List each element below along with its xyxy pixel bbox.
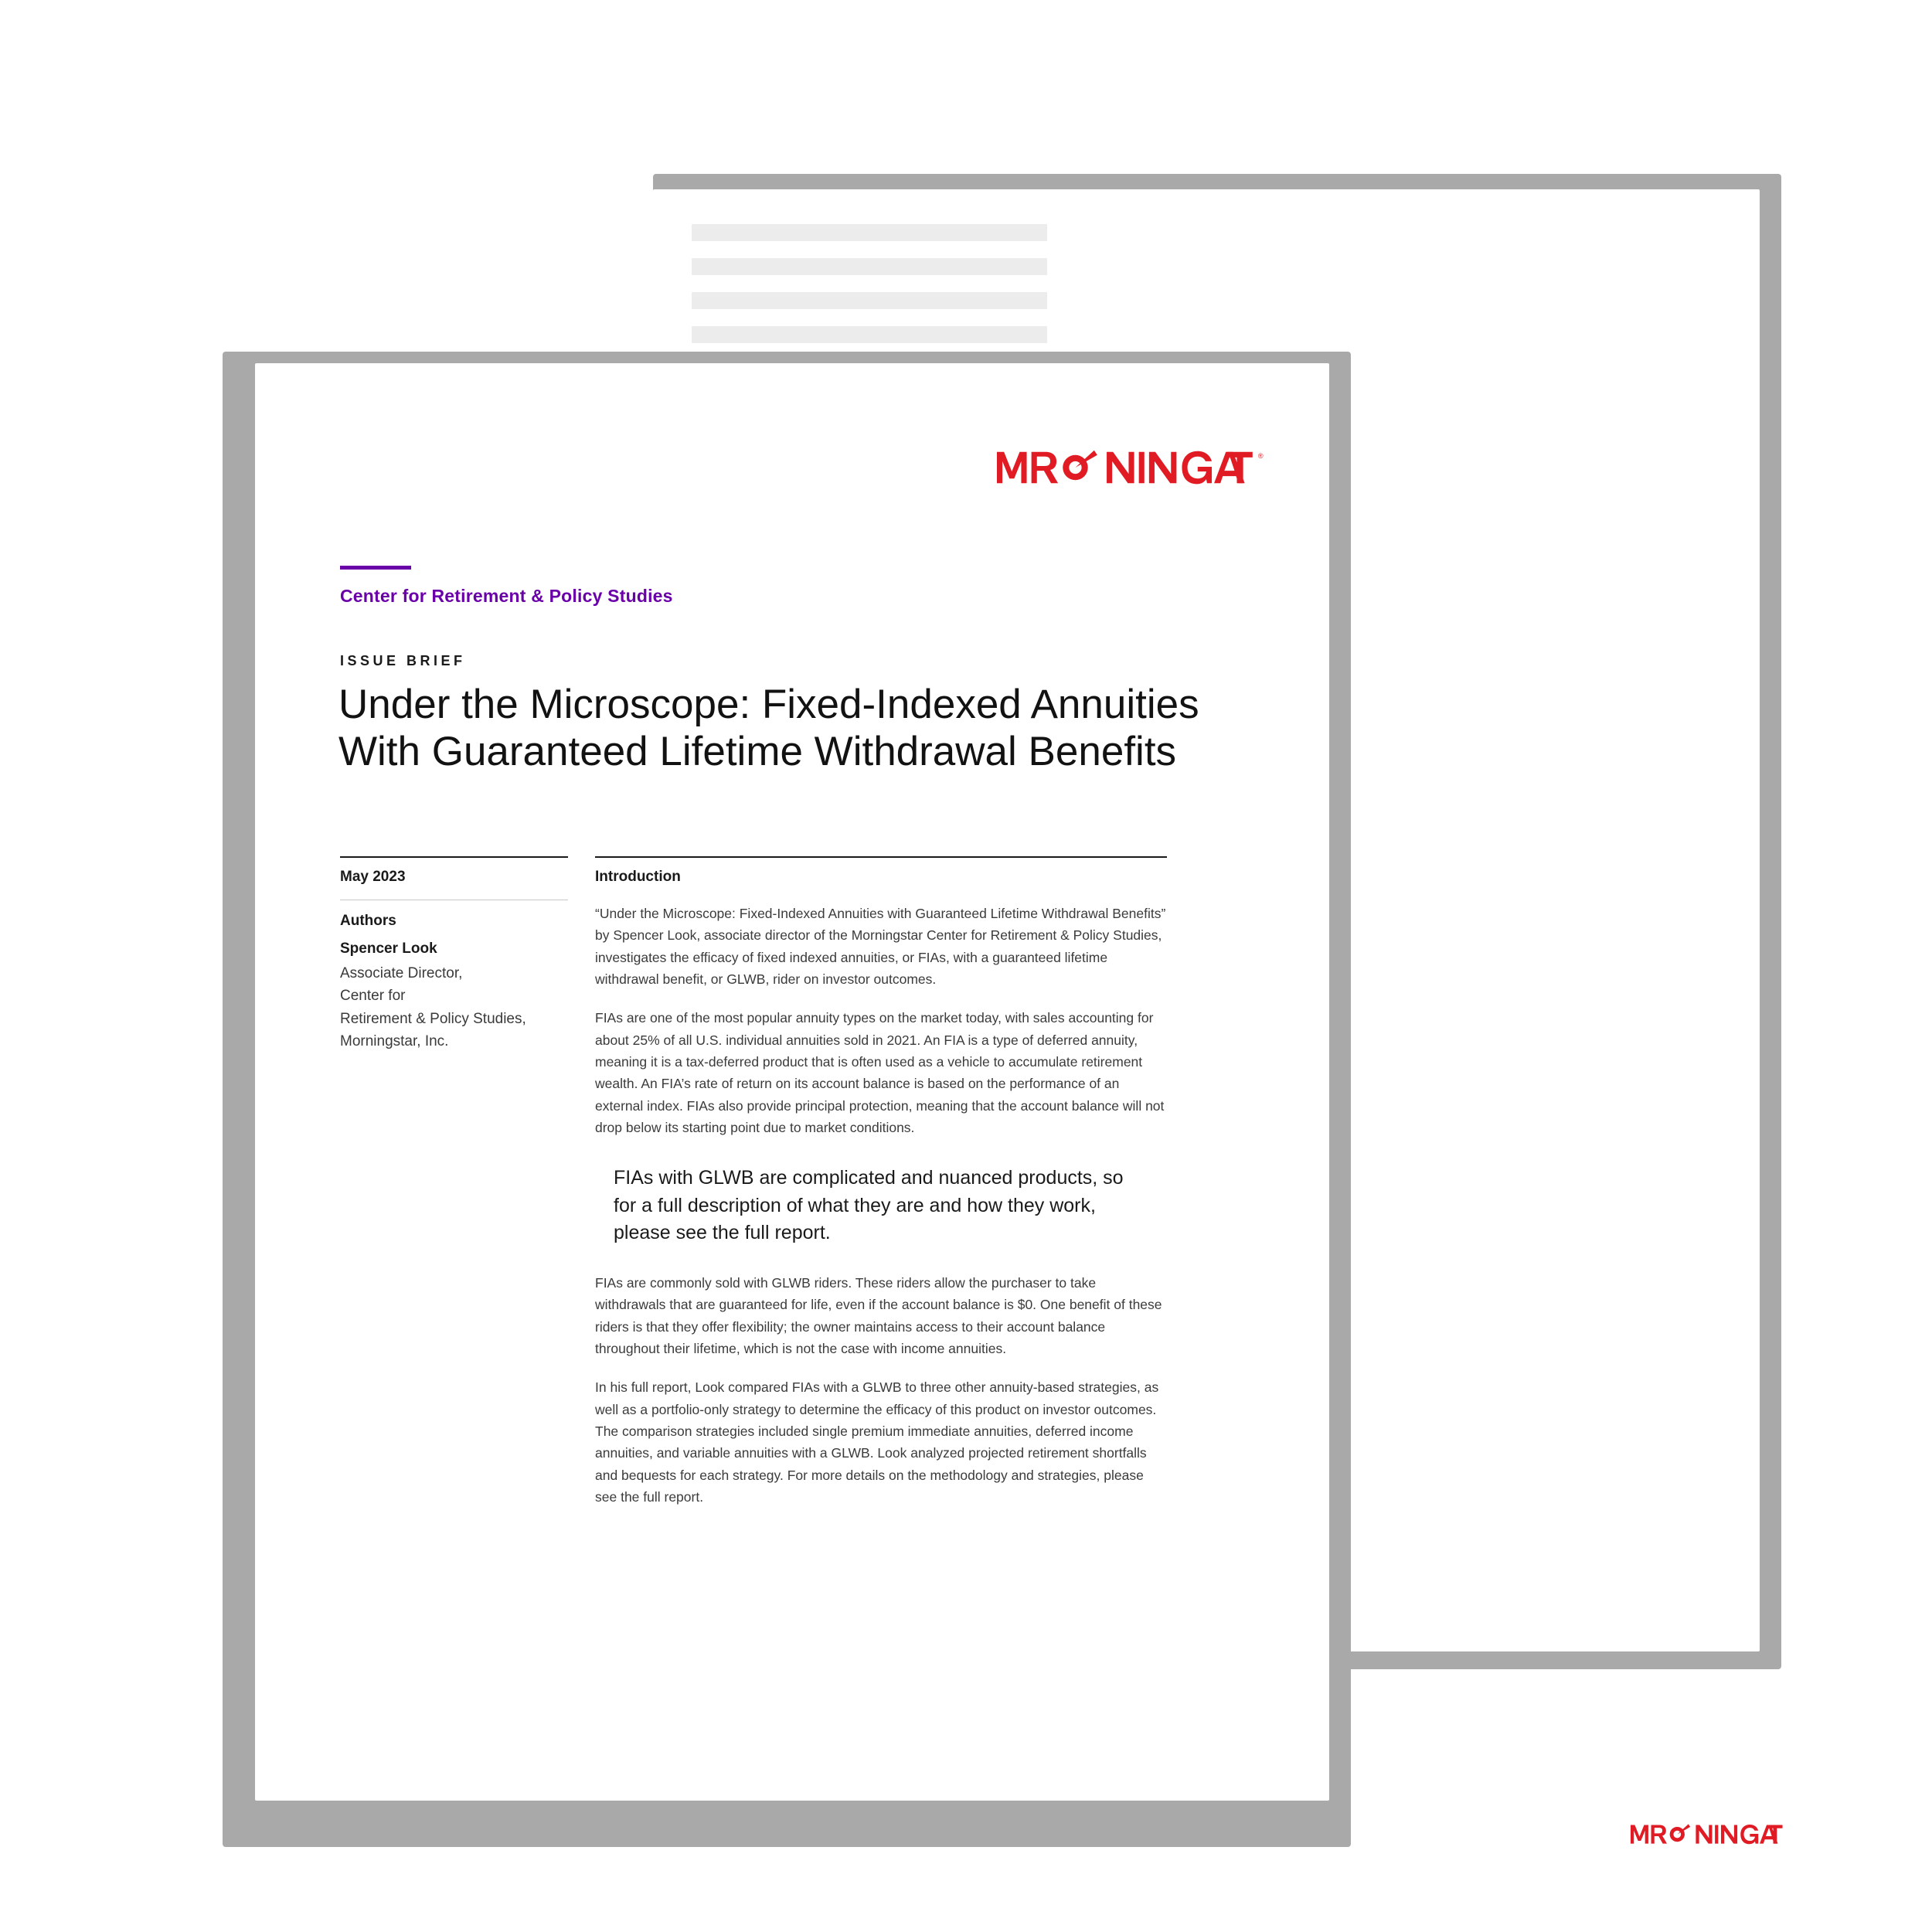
pullquote: FIAs with GLWB are complicated and nuanced products, so for a full description of what they are and how they work, please see the full report. [614, 1167, 1124, 1244]
morningstar-logo-back [1631, 1822, 1789, 1845]
page-title: Under the Microscope: Fixed-Indexed Annuities With Guaranteed Lifetime Withdrawal Benefits [338, 682, 1199, 774]
eyebrow-label: ISSUE BRIEF [340, 653, 466, 668]
center-label: Center for Retirement & Policy Studies [340, 586, 673, 606]
publication-date: May 2023 [340, 869, 406, 885]
placeholder-line [692, 326, 1047, 343]
center-accent-rule [340, 566, 411, 570]
authors-heading: Authors [340, 913, 396, 929]
front-page [255, 363, 1329, 1801]
section-heading-introduction: Introduction [595, 869, 681, 885]
author-name: Spencer Look [340, 940, 437, 957]
author-affiliation-2: Center for [340, 988, 406, 1005]
body-paragraph-2: FIAs are one of the most popular annuity types on the market today, with sales accounting for about 25% of all U.S. individual annuities sold in 2021. An FIA is a type of deferred annuity, meaning it is a tax-deferred product that is often used as a vehicle to accumulate retirement wealth. An FIA’s rate of return on its account balance is based on the performance of an external index. FIAs also provide principal protection, meaning that the account balance will not drop below its starting point due to market conditions. [595, 1010, 1165, 1136]
placeholder-line [692, 224, 1047, 241]
morningstar-logo [997, 448, 1264, 485]
placeholder-line [692, 292, 1047, 309]
body-column [595, 856, 1167, 1525]
svg-text:®: ® [1257, 451, 1264, 460]
body-paragraph-3: FIAs are commonly sold with GLWB riders. These riders allow the purchaser to take withdrawals that are guaranteed for life, even if the account balance is $0. One benefit of these riders is that they offer flexibility; the owner maintains access to their account balance throughout their lifetime, which is not the case with income annuities. [595, 1274, 1162, 1356]
body-paragraph-1: “Under the Microscope: Fixed-Indexed Annuities with Guaranteed Lifetime Withdrawal Benefits” by Spencer Look, associate director of the Morningstar Center for Retirement & Policy Studies, investigates the efficacy of fixed indexed annuities, or FIAs, with a guaranteed lifetime withdrawal benefit, or GLWB, rider on investor outcomes. [595, 906, 1166, 988]
author-affiliation-3: Retirement & Policy Studies, [340, 1010, 526, 1027]
placeholder-line [692, 258, 1047, 275]
body-paragraph-4: In his full report, Look compared FIAs with a GLWB to three other annuity-based strategies, as well as a portfolio-only strategy to determine the efficacy of this product on investor outcomes. The comparison strategies included single premium immediate annuities, deferred income annuities, and variable annuities with a GLWB. Look analyzed projected retirement shortfalls and bequests for each strategy. For more details on the methodology and strategies, please see the full report. [595, 1379, 1159, 1505]
meta-column [340, 856, 568, 1053]
author-affiliation-1: Associate Director, [340, 965, 463, 981]
author-affiliation-4: Morningstar, Inc. [340, 1033, 449, 1050]
